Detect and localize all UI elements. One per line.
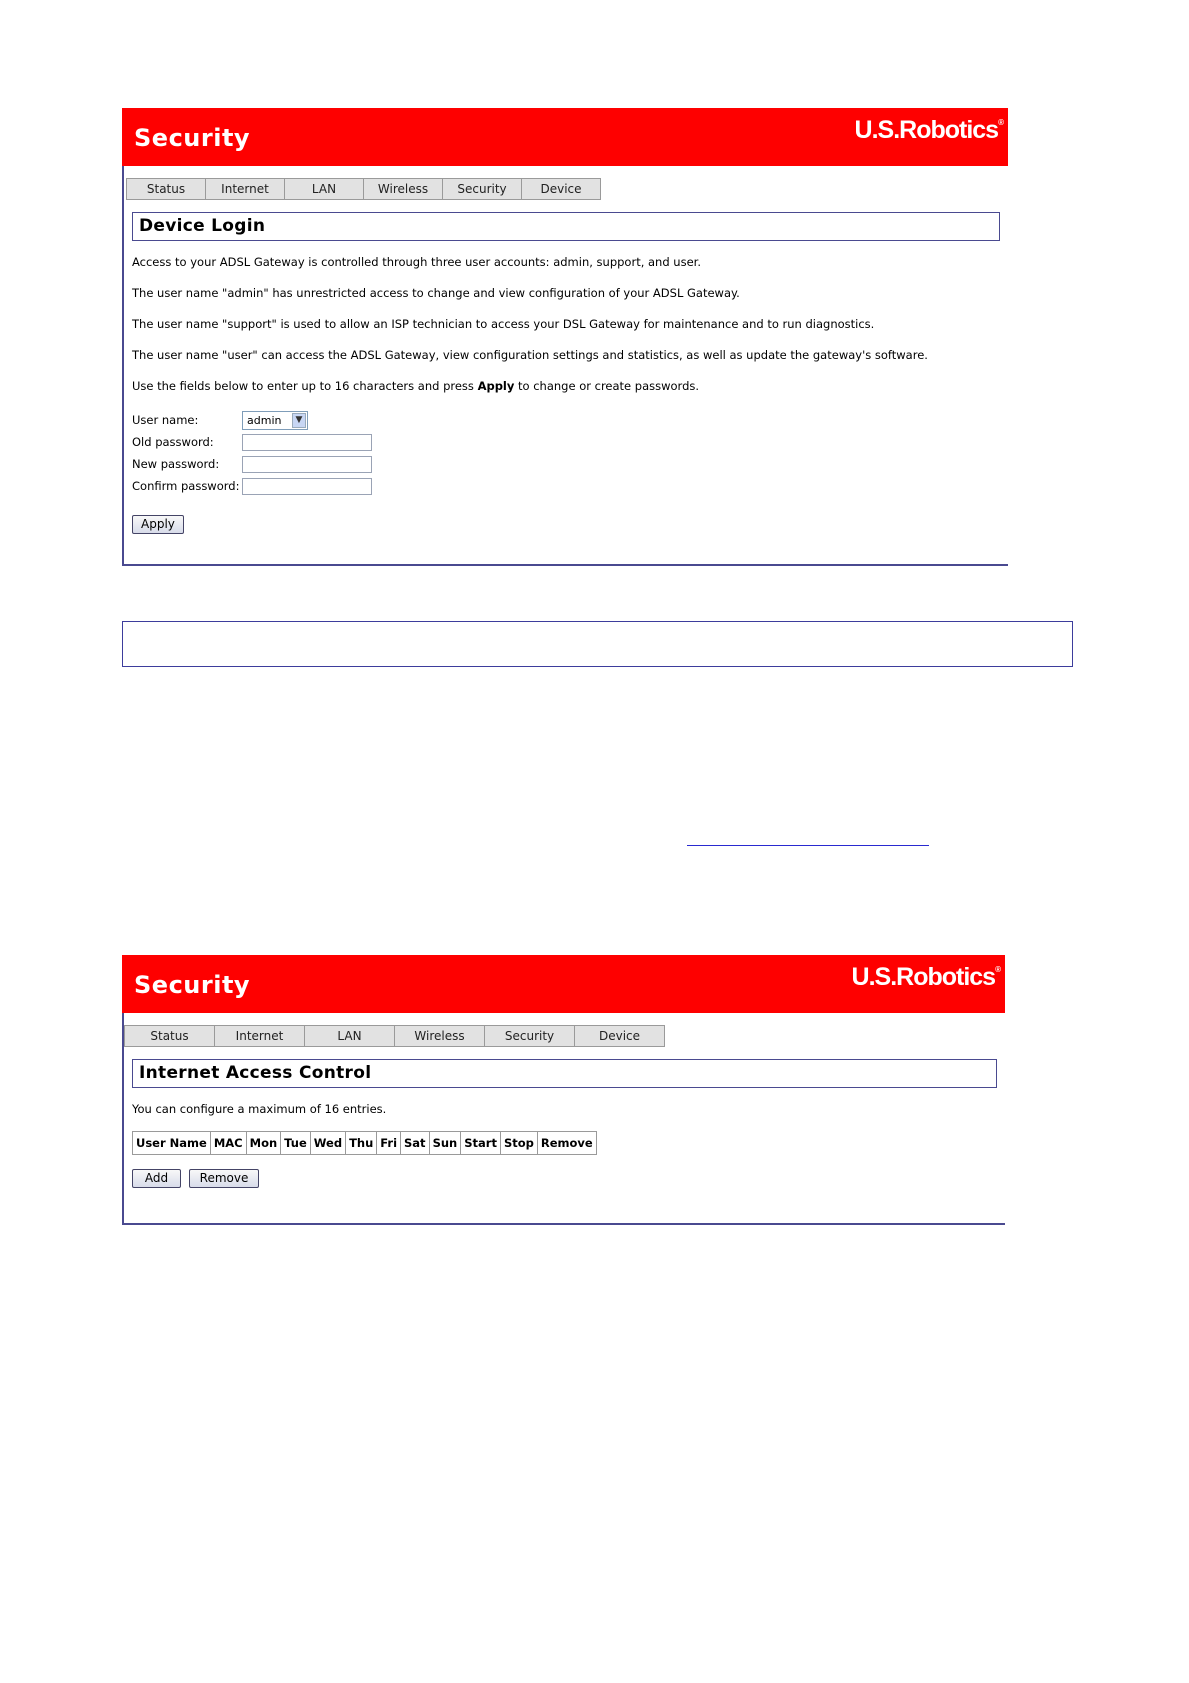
username-select[interactable]: [242, 411, 308, 430]
access-control-table: [132, 1131, 597, 1155]
confirm-password-label: Confirm password:: [132, 479, 240, 493]
col-sat: Sat: [401, 1132, 430, 1155]
nav-tabs: [124, 1025, 1005, 1047]
logo-registered-mark: ®: [995, 964, 1001, 974]
tab-lan[interactable]: LAN: [305, 1025, 395, 1047]
intro-paragraph: Access to your ADSL Gateway is controlled through three user accounts: admin, support, and user.: [132, 255, 701, 269]
apply-button[interactable]: Apply: [132, 515, 184, 534]
section-title: Internet Access Control: [139, 1063, 372, 1083]
link-underline[interactable]: [687, 845, 929, 846]
section-title-box: [132, 212, 1000, 241]
col-wed: Wed: [310, 1132, 345, 1155]
section-title-box: [132, 1059, 997, 1088]
instruction-text: Use the fields below to enter up to 16 characters and press: [132, 379, 478, 393]
panel-bottom-border: [122, 564, 1008, 566]
page-header: [122, 955, 1005, 1013]
col-fri: Fri: [377, 1132, 401, 1155]
logo-text: U.S.Robotics: [854, 116, 999, 144]
add-button[interactable]: Add: [132, 1169, 181, 1188]
logo-text: U.S.Robotics: [851, 963, 996, 991]
instruction-apply-bold: Apply: [477, 379, 515, 393]
col-user-name: User Name: [133, 1132, 211, 1155]
table-header-row: [133, 1132, 597, 1155]
panel-bottom-border: [122, 1223, 1005, 1225]
new-password-input[interactable]: [242, 456, 372, 473]
username-selected-value: admin: [247, 413, 282, 427]
chevron-down-icon[interactable]: ▼: [292, 413, 306, 428]
col-sun: Sun: [429, 1132, 461, 1155]
logo-registered-mark: ®: [998, 117, 1004, 127]
internet-access-control-screenshot: [122, 955, 1005, 1225]
section-title: Device Login: [139, 216, 266, 236]
col-mon: Mon: [246, 1132, 281, 1155]
page-header: [122, 108, 1008, 166]
col-start: Start: [461, 1132, 501, 1155]
username-row: [132, 409, 1008, 431]
old-password-label: Old password:: [132, 435, 214, 449]
confirm-password-row: [132, 475, 1008, 497]
max-entries-paragraph: You can configure a maximum of 16 entries.: [132, 1102, 387, 1116]
new-password-row: [132, 453, 1008, 475]
tab-wireless[interactable]: Wireless: [364, 178, 443, 200]
confirm-password-input[interactable]: [242, 478, 372, 495]
usrobotics-logo: [855, 116, 1004, 145]
admin-paragraph: The user name "admin" has unrestricted access to change and view configuration of your ADSL Gateway.: [132, 286, 740, 300]
col-tue: Tue: [281, 1132, 311, 1155]
instruction-paragraph: [132, 379, 1008, 393]
old-password-input[interactable]: [242, 434, 372, 451]
col-stop: Stop: [500, 1132, 537, 1155]
instruction-text-end: to change or create passwords.: [514, 379, 700, 393]
col-remove: Remove: [537, 1132, 596, 1155]
panel-left-border: [122, 1013, 124, 1225]
username-label: User name:: [132, 413, 199, 427]
device-login-screenshot: [122, 108, 1008, 566]
tab-status[interactable]: Status: [124, 1025, 215, 1047]
page-title: Security: [134, 971, 251, 999]
tab-device[interactable]: Device: [575, 1025, 665, 1047]
user-paragraph: The user name "user" can access the ADSL Gateway, view configuration settings and statistics, as well as update the gateway's software.: [132, 348, 928, 362]
col-mac: MAC: [210, 1132, 246, 1155]
new-password-label: New password:: [132, 457, 220, 471]
page-title: Security: [134, 124, 251, 152]
nav-tabs: [126, 178, 1008, 200]
tab-security[interactable]: Security: [443, 178, 522, 200]
empty-note-box: [122, 621, 1073, 667]
support-paragraph: The user name "support" is used to allow an ISP technician to access your DSL Gateway for maintenance and to run diagnostics.: [132, 317, 875, 331]
tab-device[interactable]: Device: [522, 178, 601, 200]
col-thu: Thu: [346, 1132, 377, 1155]
usrobotics-logo: [852, 963, 1001, 992]
tab-status[interactable]: Status: [126, 178, 206, 200]
old-password-row: [132, 431, 1008, 453]
tab-lan[interactable]: LAN: [285, 178, 364, 200]
tab-internet[interactable]: Internet: [206, 178, 285, 200]
tab-internet[interactable]: Internet: [215, 1025, 305, 1047]
tab-wireless[interactable]: Wireless: [395, 1025, 485, 1047]
tab-security[interactable]: Security: [485, 1025, 575, 1047]
remove-button[interactable]: Remove: [189, 1169, 259, 1188]
panel-left-border: [122, 166, 124, 566]
